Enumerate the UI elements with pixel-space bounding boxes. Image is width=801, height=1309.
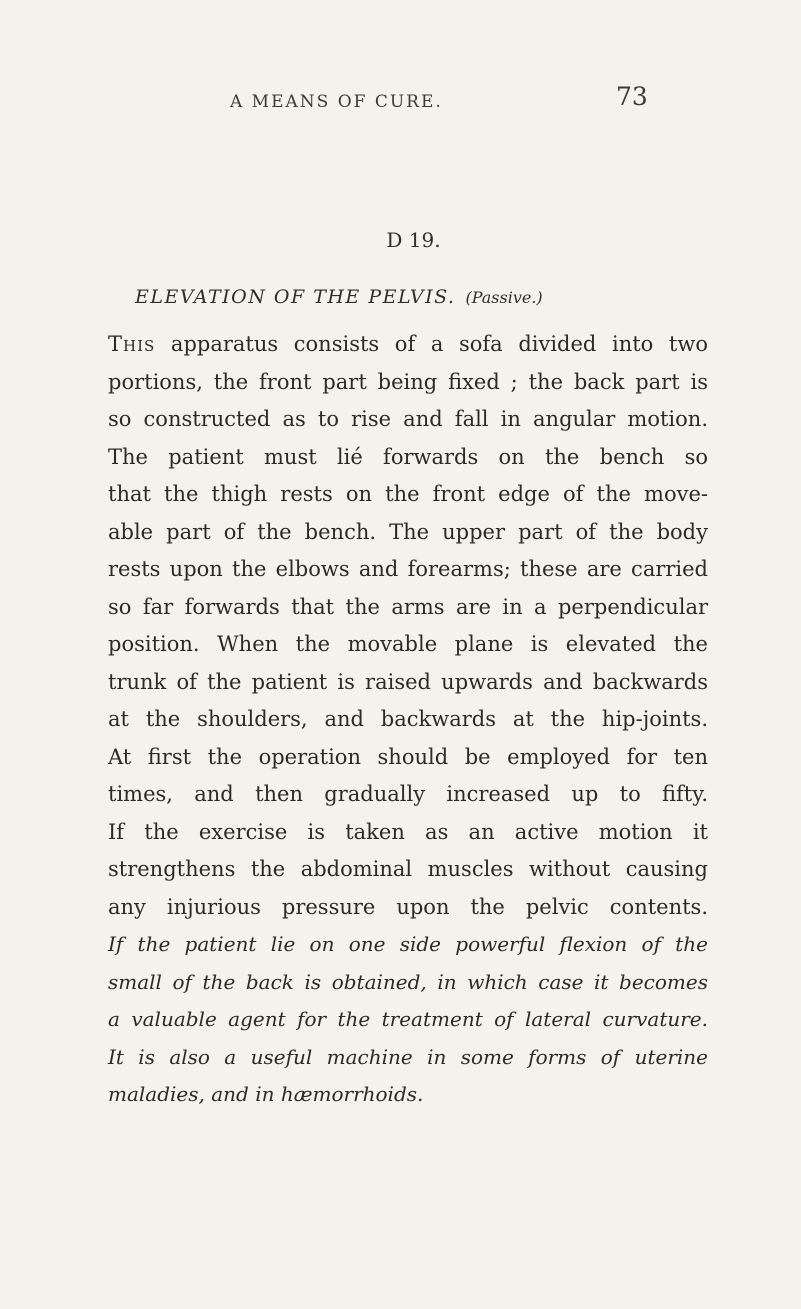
italic-text-line: maladies, and in hæmorrhoids. xyxy=(108,1082,424,1106)
text-line: At first the operation should be employed for ten xyxy=(108,744,708,769)
text-line: portions, the front part being fixed ; the back part is xyxy=(108,369,708,394)
body-paragraph xyxy=(108,326,708,1114)
text-line: so constructed as to rise and fall in angular motion. xyxy=(108,407,708,431)
section-qualifier: (Passive.) xyxy=(465,288,543,307)
running-head: A MEANS OF CURE. xyxy=(230,92,443,112)
italic-text-line: It is also a useful machine in some forms of uterine xyxy=(108,1044,708,1069)
italic-text-line: If the patient lie on one side powerful flexion of the xyxy=(108,932,708,956)
text-line: any injurious pressure upon the pelvic contents. xyxy=(108,894,708,919)
text-line: strengthens the abdominal muscles without causing xyxy=(108,857,708,881)
text-line: trunk of the patient is raised upwards and backwards xyxy=(108,669,708,694)
italic-text-line: a valuable agent for the treatment of lateral curvature. xyxy=(108,1007,708,1031)
text-line: that the thigh rests on the front edge of the move- xyxy=(108,482,708,506)
page-number: 73 xyxy=(616,82,648,111)
text-line: able part of the bench. The upper part of the body xyxy=(108,519,708,544)
text-line: If the exercise is taken as an active motion it xyxy=(108,819,708,844)
text-line: rests upon the elbows and forearms; these are carried xyxy=(108,557,708,581)
section-title xyxy=(135,286,543,308)
section-code: D 19. xyxy=(386,228,441,252)
text-line-content: apparatus consists of a sofa divided into two xyxy=(170,332,708,356)
text-line xyxy=(108,326,708,364)
text-line: times, and then gradually increased up to fifty. xyxy=(108,782,708,806)
section-title-text: ELEVATION OF THE PELVIS. xyxy=(135,286,456,308)
italic-text-line: small of the back is obtained, in which case it becomes xyxy=(108,969,708,994)
text-line: so far forwards that the arms are in a perpendicular xyxy=(108,594,708,619)
text-line: at the shoulders, and backwards at the hip-joints. xyxy=(108,707,708,731)
text-line: position. When the movable plane is elevated the xyxy=(108,632,708,656)
text-line: The patient must lié forwards on the bench so xyxy=(108,444,708,469)
first-word: This xyxy=(108,332,156,356)
